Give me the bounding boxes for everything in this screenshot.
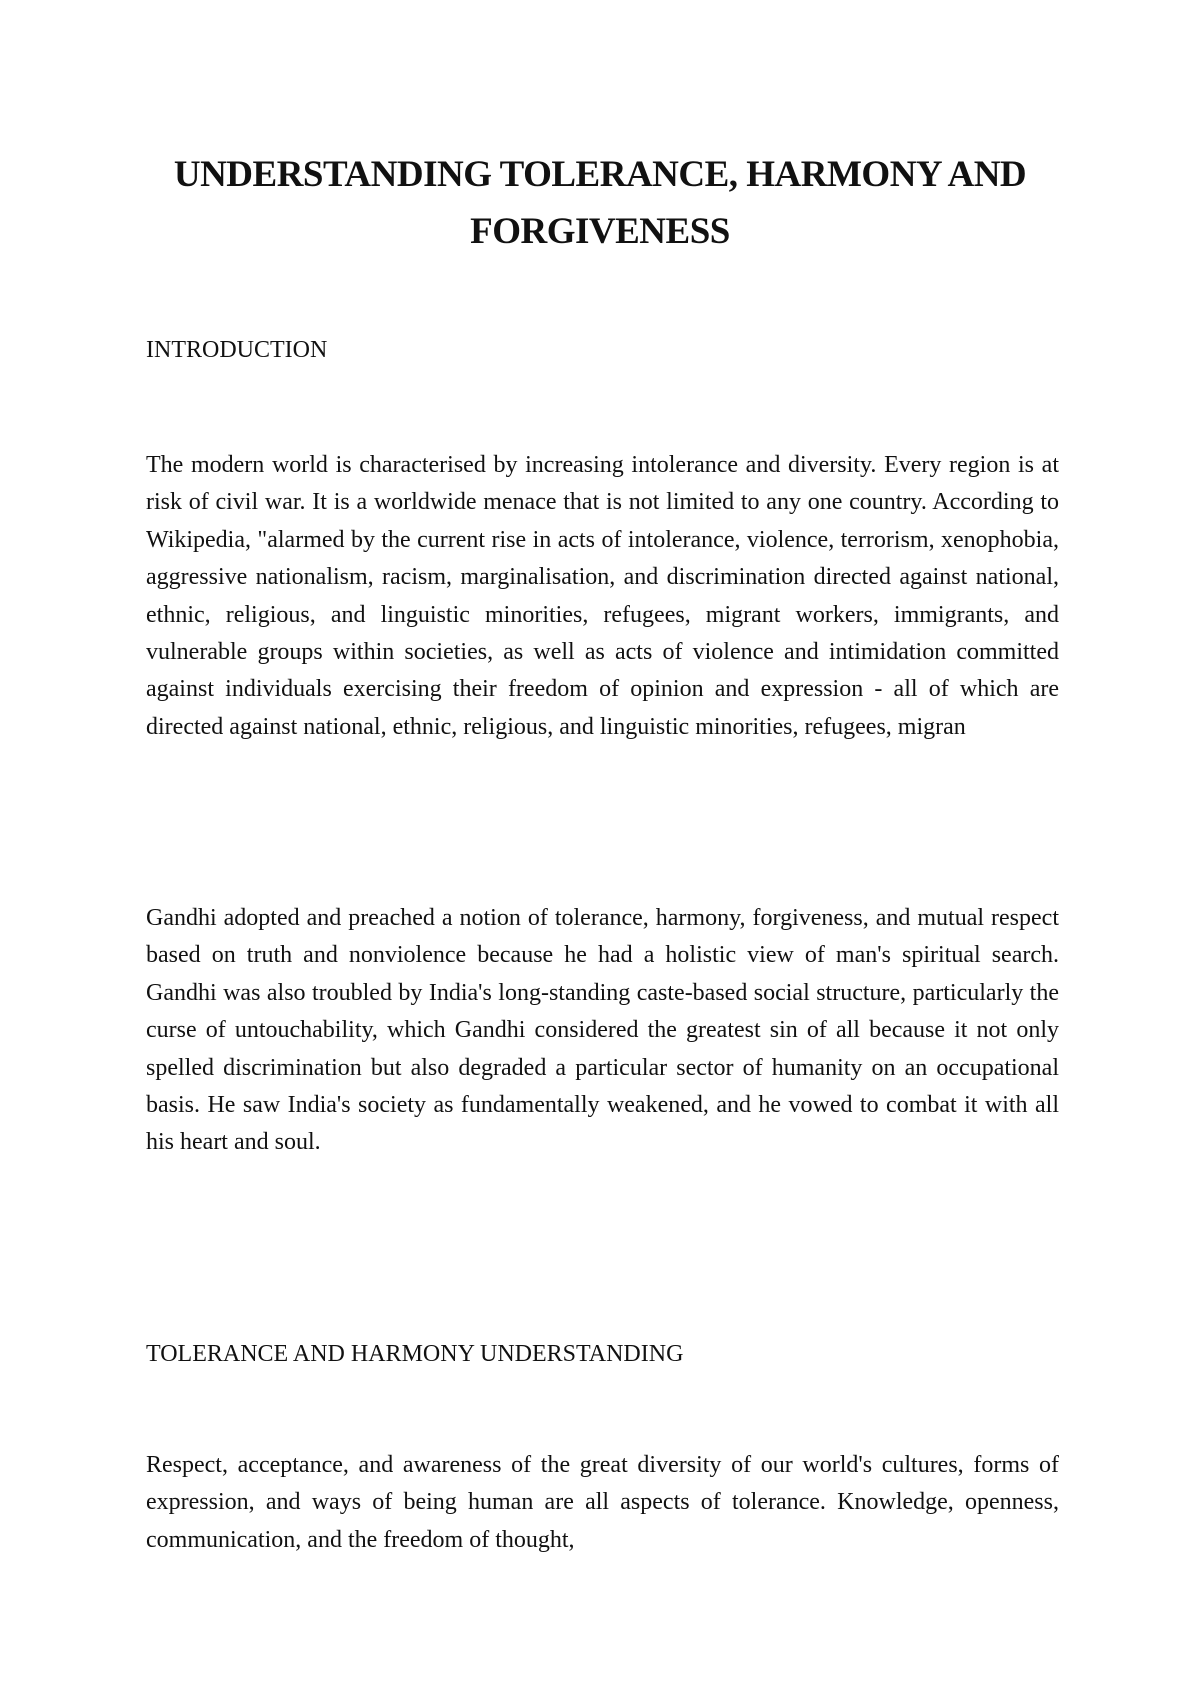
section-heading-tolerance-harmony: TOLERANCE AND HARMONY UNDERSTANDING: [146, 1341, 684, 1367]
section-heading-introduction: INTRODUCTION: [146, 337, 328, 363]
document-title: UNDERSTANDING TOLERANCE, HARMONY AND FORGIVENESS: [173, 154, 1027, 252]
tolerance-paragraph-1: Respect, acceptance, and awareness of the great diversity of our world's cultures, forms of expression, and ways of being human are all aspects of tolerance. Knowledge, openness, communication, and the freedom of thought,: [146, 1452, 1059, 1553]
introduction-paragraph-2: Gandhi adopted and preached a notion of tolerance, harmony, forgiveness, and mutual respect based on truth and nonviolence because he had a holistic view of man's spiritual search. Gandhi was also troubled by India's long-standing caste-based social structure, particularly the curse of untouchability, which Gandhi considered the greatest sin of all because it not only spelled discrimination but also degraded a particular sector of humanity on an occupational basis. He saw India's society as fundamentally weakened, and he vowed to combat it with all his heart and soul.: [146, 905, 1059, 1156]
introduction-paragraph-1: The modern world is characterised by increasing intolerance and diversity. Every region is at risk of civil war. It is a worldwide menace that is not limited to any one country. According to Wikipedia, "alarmed by the current rise in acts of intolerance, violence, terrorism, xenophobia, aggressive nationalism, racism, marginalisation, and discrimination directed against national, ethnic, religious, and linguistic minorities, refugees, migrant workers, immigrants, and vulnerable groups within societies, as well as acts of violence and intimidation committed against individuals exercising their freedom of opinion and expression - all of which are directed against national, ethnic, religious, and linguistic minorities, refugees, migran: [146, 452, 1059, 740]
